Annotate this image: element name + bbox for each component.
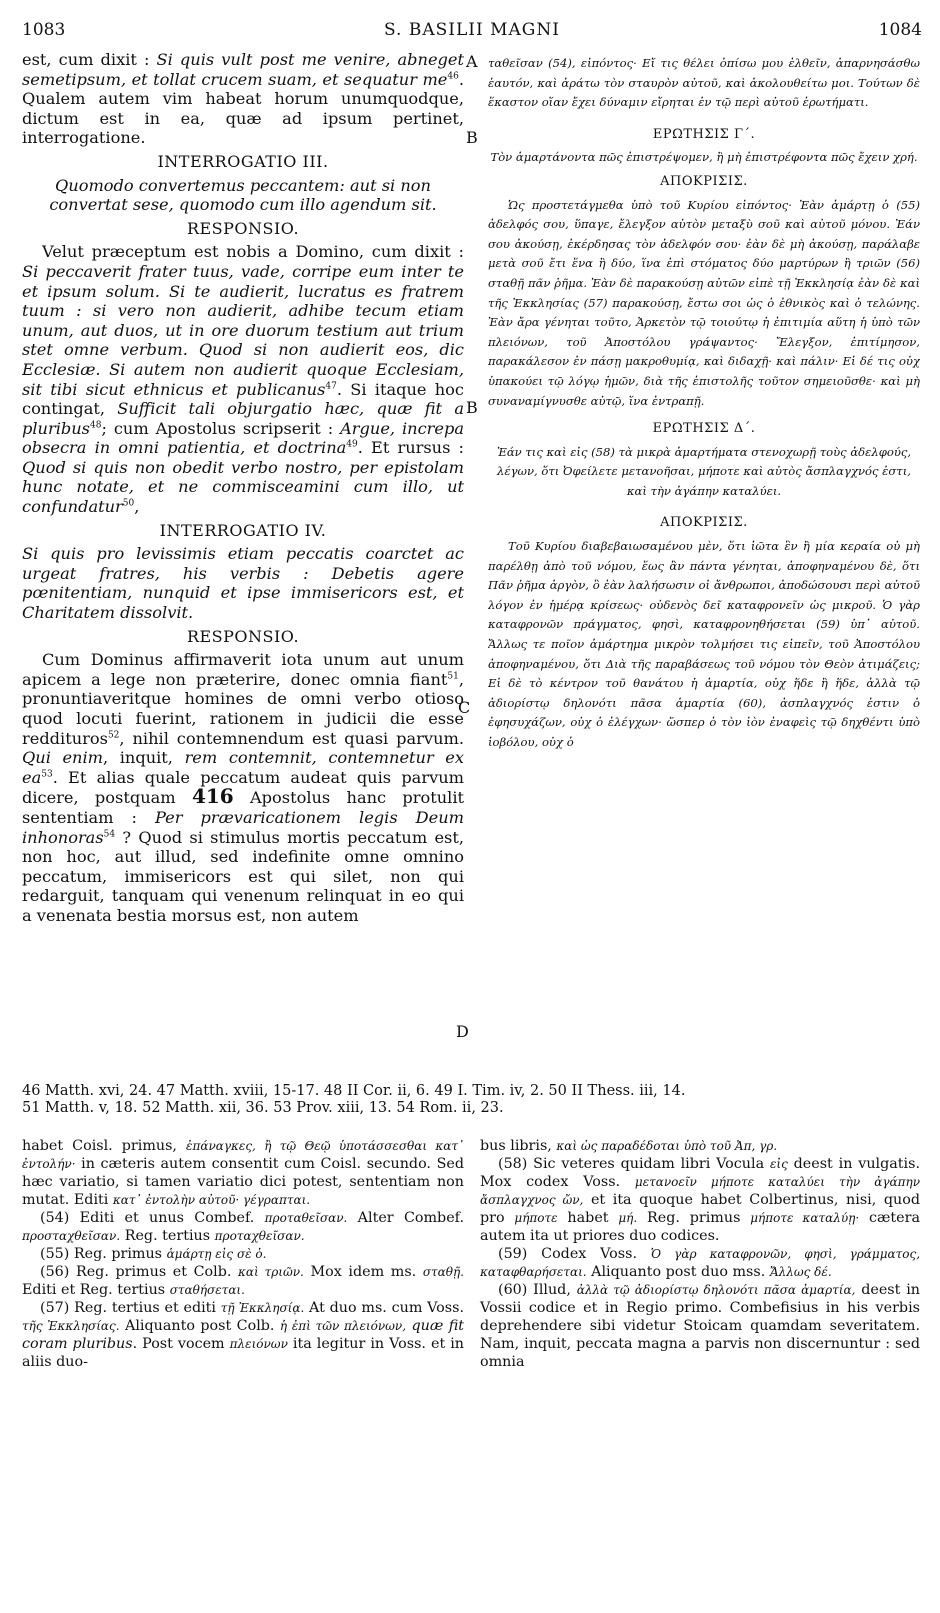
reference-line: 51 Matth. v, 18. 52 Matth. xii, 36. 53 Prov. xiii, 13. 54 Rom. ii, 23.	[22, 1100, 504, 1116]
greek-paragraph: Ὡς προστετάγμεθα ὑπὸ τοῦ Κυρίου εἰπόντος· Ἐὰν ἁμάρτῃ ὁ (55) ἀδελφός σου, ὕπαγε, ἔλεγξον αὐτὸν μεταξὺ σοῦ καὶ αὐτοῦ μόνου. Ἐάν σου ἀκούσῃ, ἐκέρδησας τὸν ἀδελφόν σου· ἐὰν δὲ μὴ ἀκούσῃ, παράλαβε μετὰ σοῦ ἔτι ἕνα ἢ δύο, ἵνα ἐπὶ στόματος δύο μαρτύρων ἢ τριῶν (56) σταθῇ πᾶν ῥῆμα. Ἐὰν δὲ παρακούσῃ αὐτῶν εἰπὲ τῇ Ἐκκλησίᾳ ἐὰν δὲ καὶ τῆς Ἐκκλησίας (57) παρακούσῃ, ἔστω σοι ὡς ὁ ἐθνικὸς καὶ ὁ τελώνης. Ἐὰν ἄρα γένηται τοῦτο, Ἀρκετὸν τῷ τοιούτῳ ἡ ἐπιτιμία αὕτη ἡ ὑπὸ τῶν πλειόνων, τοῦ Ἀποστόλου γράψαντος· Ἔλεγξον, ἐπιτίμησον, παρακάλεσον ἐν πάσῃ μακροθυμίᾳ, καὶ διδαχῇ· καὶ πάλιν· Εἰ δέ τις οὐχ ὑπακούει τῷ λόγῳ ἡμῶν, διὰ τῆς ἐπιστολῆς τοῦτον σημειοῦσθε· καὶ μὴ συναναμίγνυσθε αὐτῷ, ἵνα ἐντραπῇ.	[488, 197, 920, 408]
column-number-416: 416	[191, 784, 234, 809]
footnote: bus libris, καὶ ὡς παραδέδοται ὑπὸ τοῦ Ἀπ, γρ.	[480, 1138, 778, 1154]
margin-marker-b-second: B	[466, 398, 478, 417]
greek-column	[488, 54, 920, 1080]
footnotes-left	[22, 1137, 464, 1371]
greek-question-4: Ἐάν τις καὶ εἰς (58) τὰ μικρὰ ἁμαρτήματα στενοχωρῇ τοὺς ἀδελφούς, λέγων, ὅτι Ὀφείλετε μετανοῆσαι, μήποτε καὶ αὐτὸς ἄσπλαγχνός ἐστι, καὶ τὴν ἀγάπην καταλύει.	[496, 444, 912, 498]
running-title: S. BASILII MAGNI	[384, 20, 560, 40]
footnote-60: (60) Illud, ἀλλὰ τῷ ἀδιορίστῳ δηλονότι πᾶσα ἁμαρτία, deest in Vossii codice et in Regio primo. Combefisius in his verbis deprehendere sibi videtur Stoicam quamdam severitatem. Nam, inquit, peccata magna a parvis non discernuntur : sed omnia	[480, 1282, 921, 1370]
latin-question-4: Si quis pro levissimis etiam peccatis coarctet ac urgeat fratres, his verbis : Debetis agere pœnitentiam, nunquid et ipse immisericors est, et Charitatem dissolvit.	[22, 544, 464, 623]
latin-responsio-title: RESPONSIO.	[186, 626, 300, 646]
page-header	[22, 20, 922, 44]
latin-interrogatio-4-title: INTERROGATIO IV.	[159, 520, 327, 540]
page-number-left: 1083	[22, 20, 66, 40]
greek-apokrisis-title: ΑΠΟΚΡΙΣΙΣ.	[660, 173, 748, 189]
page-number-right: 1084	[878, 20, 922, 40]
margin-marker-a: A	[466, 52, 478, 71]
greek-question-3: Τὸν ἁμαρτάνοντα πῶς ἐπιστρέψομεν, ἢ μὴ ἐπιστρέφοντα πῶς ἔχειν χρή.	[490, 150, 918, 165]
latin-paragraph: Velut præceptum est nobis a Domino, cum dixit : Si peccaverit frater tuus, vade, corripe eum inter te et ipsum solum. Si te audierit, lucratus es fratrem tuum : si vero non audierit, adhibe tecum etiam unum, aut duos, ut in ore duorum testium aut trium stet omne verbum. Quod si non audierit eos, dic Ecclesiæ. Si autem non audierit quoque Ecclesiam, sit tibi sicut ethnicus et publicanus$^{47}$. Si itaque hoc contingat, Sufficit tali objurgatio hæc, quæ fit a pluribus$^{48}$; cum Apostolus scripserit : Argue, increpa obsecra in omni patientia, et doctrina$^{49}$. Et rursus : Quod si quis non obedit verbo nostro, per epistolam hunc notate, et ne commisceamini cum illo, ut confundatur$^{50}$,	[22, 242, 464, 517]
margin-marker-d: D	[456, 1022, 469, 1041]
footnotes-right	[480, 1137, 920, 1371]
margin-marker-b: B	[466, 128, 478, 147]
latin-responsio-title: RESPONSIO.	[186, 218, 300, 238]
footnote-56: (56) Reg. primus et Colb. καὶ τριῶν. Mox idem ms. σταθῇ. Editi et Reg. tertius σταθήσεται.	[22, 1264, 464, 1298]
latin-interrogatio-3-title: INTERROGATIO III.	[157, 151, 329, 171]
greek-paragraph: ταθεῖσαν (54), εἰπόντος· Εἴ τις θέλει ὀπίσω μου ἐλθεῖν, ἀπαρνησάσθω ἑαυτόν, καὶ ἀράτω τὸν σταυρὸν αὐτοῦ, καὶ ἀκολουθείτω μοι. Τούτων δὲ ἕκαστον οἵαν ἔχει δύναμιν εἴρηται ἐν τῷ περὶ αὐτοῦ ἐρωτήματι.	[488, 56, 920, 110]
greek-paragraph: Τοῦ Κυρίου διαβεβαιωσαμένου μὲν, ὅτι ἰῶτα ἓν ἢ μία κεραία οὐ μὴ παρέλθῃ ἀπὸ τοῦ νόμου, ἕως ἂν πάντα γένηται, ἀποφηναμένου δὲ, ὅτι Πᾶν ῥῆμα ἀργὸν, ὃ ἐὰν λαλήσωσιν οἱ ἄνθρωποι, ἀποδώσουσι περὶ αὐτοῦ λόγον ἐν ἡμέρᾳ κρίσεως· οὐδενὸς δεῖ καταφρονεῖν ὡς μικροῦ. Ὁ γὰρ καταφρονῶν πράγματος, φησὶ, καταφρονηθήσεται (59) ὑπ᾽ αὐτοῦ. Ἄλλως τε ποῖον ἁμάρτημα μικρὸν τολμήσει τις εἰπεῖν, τοῦ Ἀποστόλου ἀποφηναμένου, ὅτι Διὰ τῆς παραβάσεως τοῦ νόμου τὸν Θεὸν ἀτιμάζεις; Εἰ δὲ τὸ κέντρον τοῦ θανάτου ἡ ἁμαρτία, οὐχ ἥδε ἢ ἥδε, ἀλλὰ τῷ ἀδιορίστῳ δηλονότι πᾶσα ἁμαρτία (60), ἀσπλαγχνός ἐστιν ὁ ἐφησυχάζων, οὐχ ὁ ἐλέγχων· ὥσπερ ὁ τὸν ἰὸν ἐναφεὶς τῷ δηχθέντι ὑπὸ ἰοβόλου, οὐχ ὁ	[488, 539, 920, 749]
greek-erotesis-3-title: ΕΡΩΤΗΣΙΣ Γ´.	[652, 126, 756, 142]
latin-paragraph: est, cum dixit : Si quis vult post me venire, abneget semetipsum, et tollat crucem suam, et sequatur $me^{46}$. Qualem autem vim habeat horum unumquodque, dictum est in ea, quæ ad ipsum pertinet, interrogatione.	[22, 50, 464, 148]
footnote-55: (55) Reg. primus ἁμάρτῃ εἰς σὲ ὁ.	[40, 1246, 267, 1262]
reference-line: 46 Matth. xvi, 24. 47 Matth. xviii, 15-17. 48 II Cor. ii, 6. 49 I. Tim. iv, 2. 50 II Thess. iii, 14.	[22, 1083, 686, 1099]
greek-apokrisis-title: ΑΠΟΚΡΙΣΙΣ.	[660, 515, 748, 531]
footnote-59: (59) Codex Voss. Ὁ γὰρ καταφρονῶν, φησὶ, γράμματος, καταφθαρήσεται. Aliquanto post duo mss. Ἄλλως δέ.	[480, 1246, 921, 1280]
latin-column	[22, 50, 464, 1080]
footnote-58: (58) Sic veteres quidam libri Vocula εἰς deest in vulgatis. Mox codex Voss. μετανοεῖν μήποτε καταλύει τὴν ἀγάπην ἄσπλαγχνος ὤν, et ita quoque habet Colbertinus, nisi, quod pro μήποτε habet μή. Reg. primus μήποτε καταλύῃ· cætera autem ita ut priores duo codices.	[480, 1156, 920, 1244]
margin-marker-c: C	[458, 698, 471, 717]
latin-paragraph: Cum Dominus affirmaverit iota unum aut unum apicem a lege non præterire, donec omnia fiant$^{51}$, pronuntiaveritque homines de omni verbo otioso quod locuti fuerint, rationem in judicii die esse reddituros$^{52}$, nihil contemnendum est quasi parvum. Qui enim, inquit, rem contemnit, contemnetur ex $ea^{53}$. Et alias quale peccatum audeat quis parvum dicere, postquam 416 Apostolus hanc protulit sententiam : Per prævaricationem legis Deum inhonoras$^{54}$ ? Quod si stimulus mortis peccatum est, non hoc, aut illud, sed indefinite omne omnino peccatum, immisericors est qui silet, non qui redarguit, tanquam qui venenum relinquat in eo qui a venenata bestia morsus est, non autem	[22, 650, 464, 925]
footnote-54: (54) Editi et unus Combef. προταθεῖσαν. Alter Combef. προσταχθεῖσαν. Reg. tertius προταχθεῖσαν.	[22, 1210, 464, 1244]
greek-erotesis-4-title: ΕΡΩΤΗΣΙΣ Δ´.	[652, 421, 756, 437]
footnote: habet Coisl. primus, ἐπάναγκες, ἢ τῷ Θεῷ ὑποτάσσεσθαι κατ᾽ ἐντολήν· in cæteris autem consentit cum Coisl. secundo. Sed hæc variatio, si tamen variatio dici potest, sententiam non mutat. Editi κατ᾽ ἐντολὴν αὐτοῦ· γέγραπται.	[22, 1138, 464, 1208]
footnote-57: (57) Reg. tertius et editi τῇ Ἐκκλησίᾳ. At duo ms. cum Voss. τῆς Ἐκκλησίας. Aliquanto post Colb. ἡ ἐπὶ τῶν πλειόνων, quæ fit coram pluribus. Post vocem πλειόνων ita legitur in Voss. et in aliis duo-	[22, 1300, 465, 1370]
scripture-references	[22, 1083, 922, 1117]
latin-question-3: Quomodo convertemus peccantem: aut si non convertat sese, quomodo cum illo agendum sit.	[49, 175, 437, 215]
